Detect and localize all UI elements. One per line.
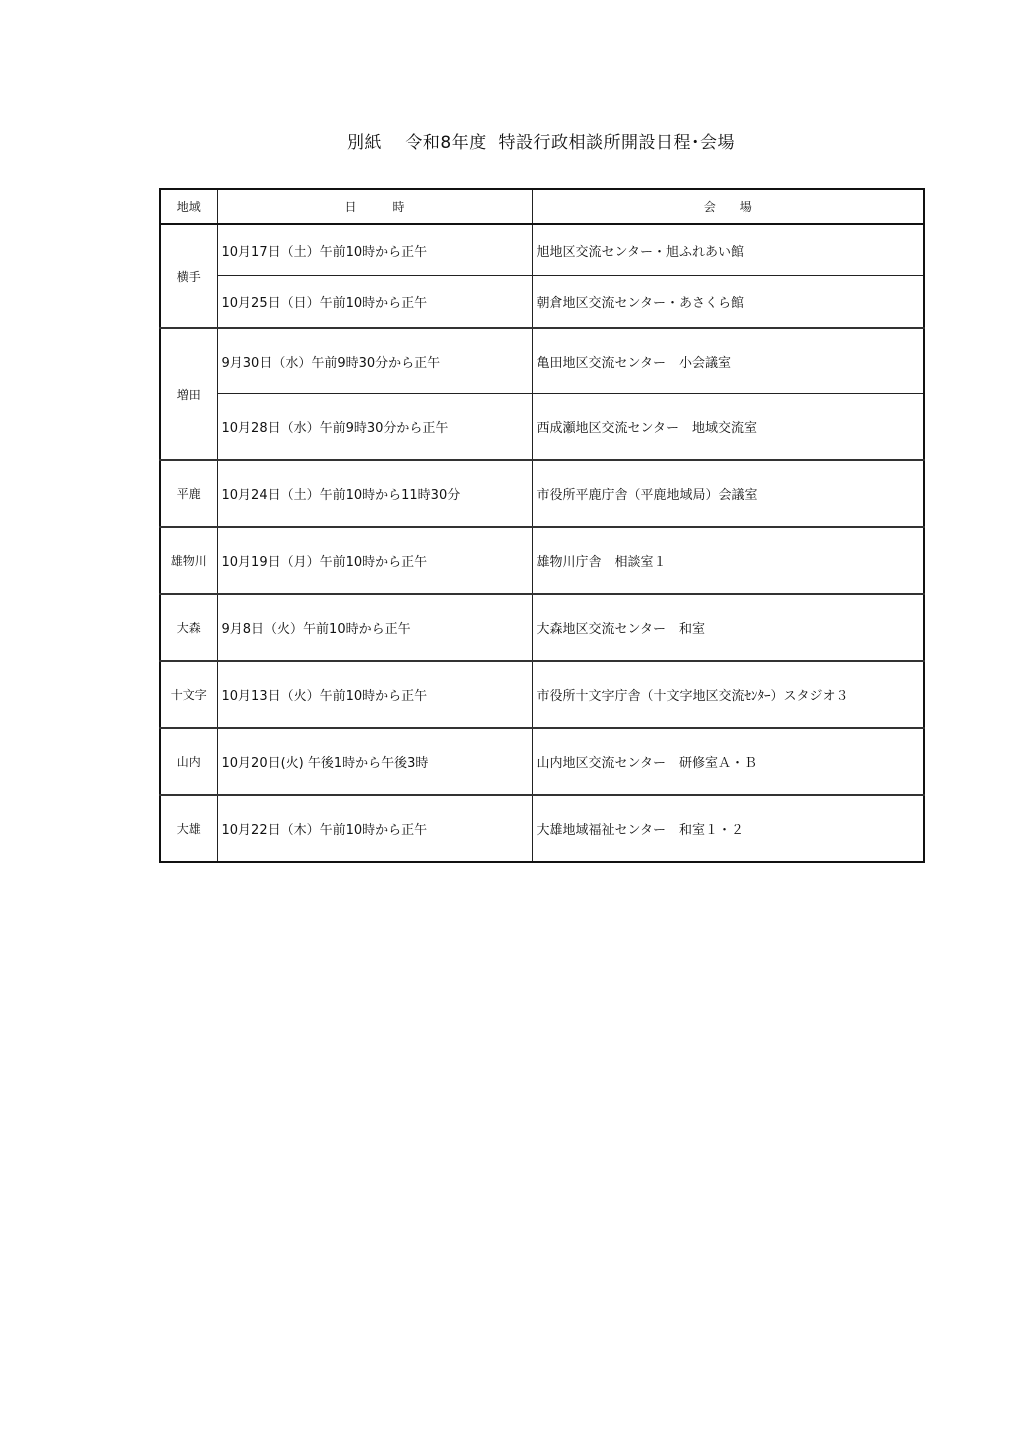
region-cell: 山内 [160,728,217,795]
region-cell: 増田 [160,328,217,460]
table-row [160,594,924,661]
region-cell: 横手 [160,224,217,328]
table-row [160,394,924,461]
datetime-cell: 10月20日(火) 午後1時から午後3時 [217,728,532,795]
table-row [160,276,924,329]
table-row [160,661,924,728]
datetime-cell: 10月24日（土）午前10時から11時30分 [217,460,532,527]
venue-cell: 大森地区交流センター 和室 [532,594,924,661]
datetime-cell: 10月19日（月）午前10時から正午 [217,527,532,594]
region-cell: 大雄 [160,795,217,862]
venue-cell: 亀田地区交流センター 小会議室 [532,328,924,394]
table-row [160,728,924,795]
datetime-cell: 9月30日（水）午前9時30分から正午 [217,328,532,394]
table-row [160,328,924,394]
datetime-cell: 9月8日（火）午前10時から正午 [217,594,532,661]
datetime-cell: 10月22日（木）午前10時から正午 [217,795,532,862]
table-row [160,795,924,862]
venue-cell: 旭地区交流センター・旭ふれあい館 [532,224,924,276]
table-row [160,460,924,527]
venue-cell: 西成瀬地区交流センター 地域交流室 [532,394,924,461]
region-cell: 十文字 [160,661,217,728]
venue-cell: 大雄地域福祉センター 和室１・２ [532,795,924,862]
datetime-cell: 10月17日（土）午前10時から正午 [217,224,532,276]
schedule-table [159,188,925,863]
page-title: 別紙 令和8年度 特設行政相談所開設日程･会場 [346,133,736,153]
datetime-cell: 10月28日（水）午前9時30分から正午 [217,394,532,461]
region-cell: 雄物川 [160,527,217,594]
header-region: 地域 [160,189,217,224]
venue-cell: 雄物川庁舎 相談室１ [532,527,924,594]
table-header-row [160,189,924,224]
venue-cell: 山内地区交流センター 研修室Ａ・Ｂ [532,728,924,795]
header-datetime: 日 時 [217,189,532,224]
table-row [160,224,924,276]
region-cell: 平鹿 [160,460,217,527]
region-cell: 大森 [160,594,217,661]
table-row [160,527,924,594]
venue-cell: 朝倉地区交流センター・あさくら館 [532,276,924,329]
venue-cell: 市役所十文字庁舎（十文字地区交流ｾﾝﾀｰ）スタジオ３ [532,661,924,728]
datetime-cell: 10月13日（火）午前10時から正午 [217,661,532,728]
venue-cell: 市役所平鹿庁舎（平鹿地域局）会議室 [532,460,924,527]
header-venue: 会 場 [532,189,924,224]
datetime-cell: 10月25日（日）午前10時から正午 [217,276,532,329]
